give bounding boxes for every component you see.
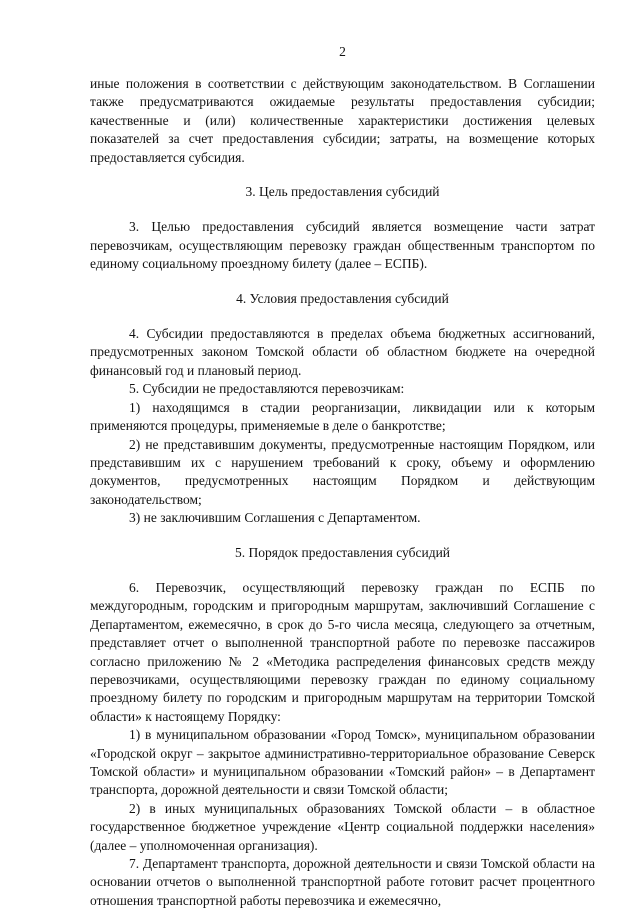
paragraph-5-item-3: 3) не заключившим Соглашения с Департаментом. (129, 510, 421, 526)
paragraph-5-item-1: 1) находящимся в стадии реорганизации, ликвидации или к которым применяются процедуры, применяемые в деле о банкротстве; (90, 399, 595, 434)
paragraph-5: 5. Субсидии не предоставляются перевозчикам: (129, 381, 405, 397)
section-5-heading: 5. Порядок предоставления субсидий (234, 544, 451, 560)
paragraph-6-item-1: 1) в муниципальном образовании «Город Томск», муниципальном образовании «Городской округ – закрытое административно-территориальное образование Северск Томской области» и муниципальном образовании «Томский район» – в Департамент транспорта, дорожной деятельности и связи Томской области; (90, 727, 595, 798)
section-3-heading: 3. Цель предоставления субсидий (245, 184, 440, 200)
paragraph-3: 3. Целью предоставления субсидий является возмещение части затрат перевозчикам, осуществляющим перевозку граждан общественным транспортом по единому социальному проездному билету (далее – ЕСПБ). (90, 219, 595, 272)
document-body (90, 75, 595, 910)
paragraph-4: 4. Субсидии предоставляются в пределах объема бюджетных ассигнований, предусмотренных законом Томской области об областном бюджете на очередной финансовый год и плановый период. (90, 326, 595, 378)
paragraph-6-item-2: 2) в иных муниципальных образованиях Томской области – в областное государственное бюджетное учреждение «Центр социальной поддержки населения» (далее – уполномоченная организация). (90, 800, 595, 853)
paragraph-7: 7. Департамент транспорта, дорожной деятельности и связи Томской области на основании отчетов о выполненной транспортной работе готовит расчет процентного отношения транспортной работы перевозчика и ежемесячно, (90, 856, 595, 908)
paragraph-intro: иные положения в соответствии с действующим законодательством. В Соглашении также предусматриваются ожидаемые результаты предоставления субсидии; качественные и (или) количественные характеристики достижения целевых показателей за счет предоставления субсидии; затраты, на возмещение которых предоставляется субсидия. (90, 76, 595, 165)
section-4-heading: 4. Условия предоставления субсидий (236, 290, 449, 306)
paragraph-5-item-2: 2) не представившим документы, предусмотренные настоящим Порядком, или представившим их с нарушением требований к сроку, объему и оформлению документов, предусмотренных настоящим Порядком и действующим законодательством; (90, 436, 595, 507)
page-number: 2 (339, 44, 346, 59)
paragraph-6: 6. Перевозчик, осуществляющий перевозку граждан по ЕСПБ по междугородным, городским и пригородным маршрутам, заключивший Соглашение с Департаментом, ежемесячно, в срок до 5-го числа месяца, следующего за отчетным, представляет отчет о выполненной транспортной работе по перевозке пассажиров согласно приложению № 2 «Методика распределения финансовых средств между перевозчиками, осуществляющими перевозку граждан по единому социальному проездному билету по городским и пригородным маршрутам на территории Томской области» к настоящему Порядку: (90, 579, 595, 724)
